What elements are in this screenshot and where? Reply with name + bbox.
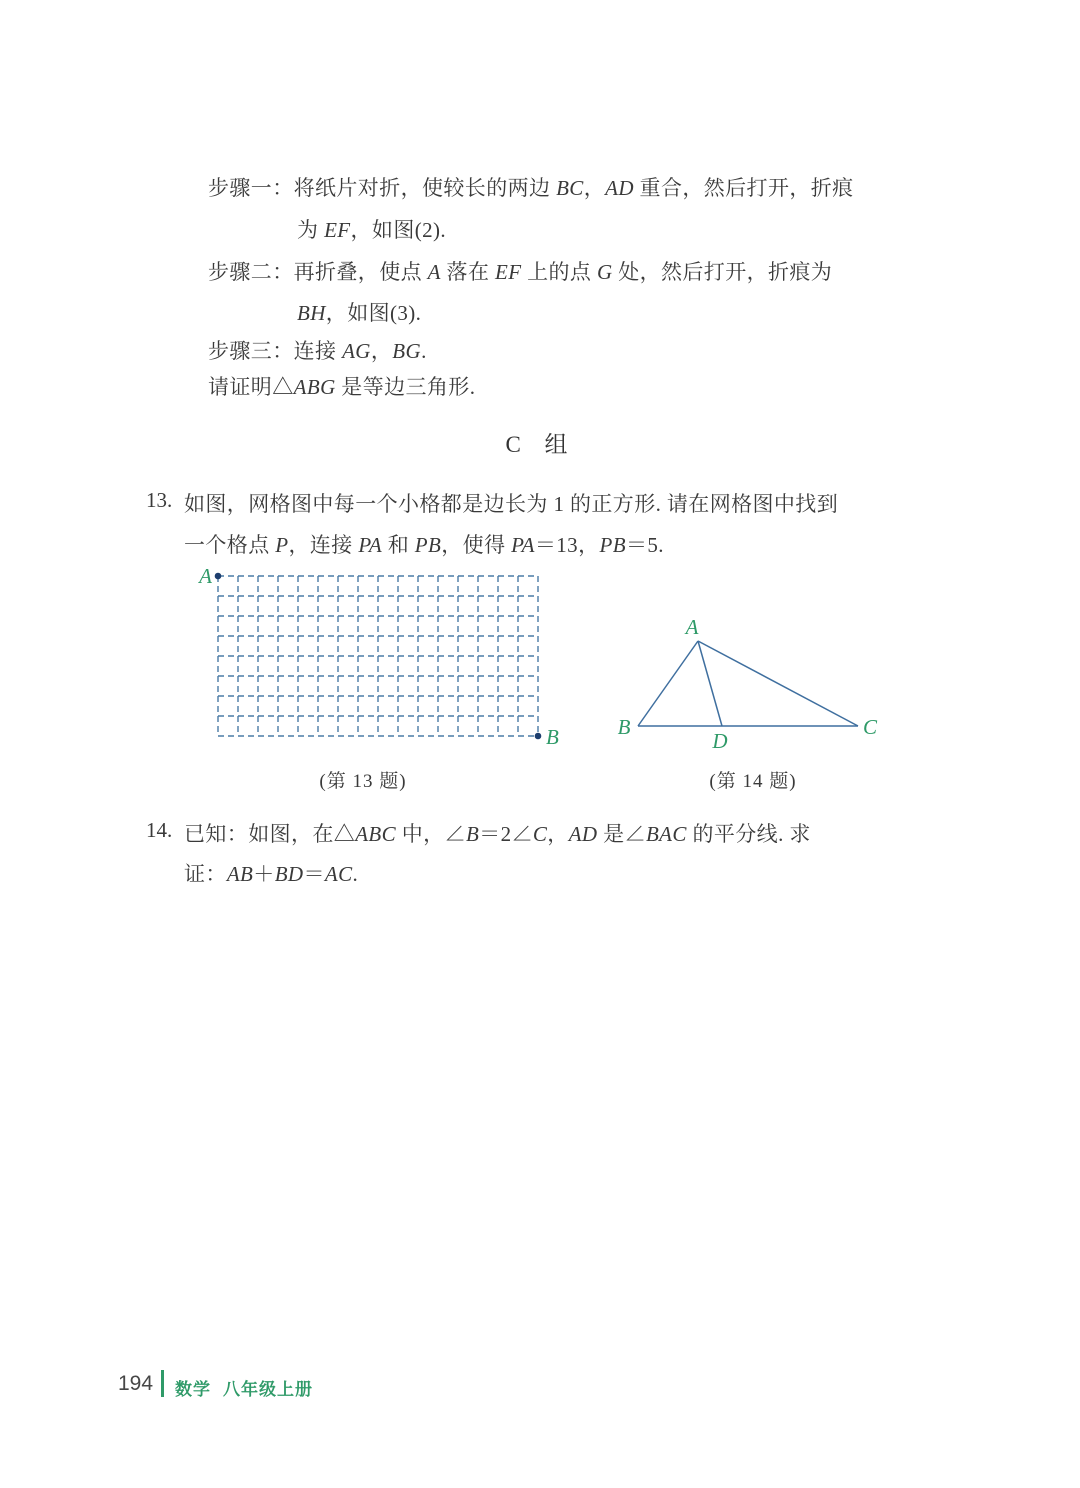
text-run: 落在 <box>440 260 495 284</box>
point-a-label: A <box>199 564 212 588</box>
text-run: 处，然后打开，折痕为 <box>612 260 833 284</box>
text-run: . <box>352 862 359 886</box>
text-run: 已知：如图，在△ <box>184 822 356 846</box>
problem-13-line-1 <box>184 488 838 518</box>
triangle-edge-ba <box>638 641 698 726</box>
step-1-line-1 <box>208 172 854 202</box>
problem-14-line-2 <box>184 858 358 888</box>
page-footer <box>0 1368 1080 1404</box>
text-run: 的平分线. 求 <box>686 822 811 846</box>
step-1-line-2 <box>297 214 446 244</box>
text-run: ＝13， <box>534 533 600 557</box>
point-a-dot <box>215 573 222 580</box>
vertex-a-label: A <box>685 615 699 639</box>
text-run: ＝5. <box>625 533 664 557</box>
footer-divider <box>161 1370 164 1397</box>
text-run: 请证明△ <box>208 375 294 399</box>
math-variable: BAC <box>645 822 687 846</box>
section-header-group-c: C 组 <box>505 432 569 457</box>
text-run: . <box>421 339 427 363</box>
text-run: 如图，网格图中每一个小格都是边长为 1 的正方形. 请在网格图中找到 <box>184 492 839 516</box>
math-variable: P <box>275 533 289 557</box>
text-run: ， <box>583 176 606 200</box>
step-3-line <box>208 335 427 365</box>
text-run: ， <box>370 339 393 363</box>
figure-13-caption: (第 13 题) <box>319 771 407 792</box>
text-run: ＝2∠ <box>479 822 533 846</box>
text-run: 重合，然后打开，折痕 <box>633 176 854 200</box>
text-run: 一个格点 <box>184 533 276 557</box>
math-variable: AC <box>324 862 353 886</box>
prove-statement-line <box>208 371 475 401</box>
text-run: 上的点 <box>521 260 597 284</box>
point-b-dot <box>535 733 542 740</box>
vertex-d-label: D <box>712 729 728 753</box>
text-run: ＋ <box>253 862 275 886</box>
text-run: ＝ <box>303 862 325 886</box>
math-variable: A <box>427 260 441 284</box>
step-2-line-1 <box>208 256 832 286</box>
math-variable: BC <box>556 176 584 200</box>
text-run: 中，∠ <box>396 822 466 846</box>
text-run: 是等边三角形. <box>335 375 476 399</box>
figure-14-caption: (第 14 题) <box>709 771 797 792</box>
math-variable: EF <box>495 260 522 284</box>
text-run: 步骤二：再折叠，使点 <box>208 260 428 284</box>
problem-14-line-1 <box>184 818 811 848</box>
point-b-label: B <box>546 725 559 749</box>
text-run: ，如图(3). <box>325 301 422 325</box>
text-run: 为 <box>297 218 325 242</box>
text-run: 步骤一：将纸片对折，使较长的两边 <box>208 176 557 200</box>
math-variable: PA <box>358 533 383 557</box>
math-variable: PB <box>414 533 442 557</box>
vertex-c-label: C <box>862 715 878 739</box>
step-2-line-2 <box>297 297 421 327</box>
text-run: ， <box>547 822 569 846</box>
math-variable: C <box>532 822 548 846</box>
triangle-figure <box>600 600 900 770</box>
problem-14-number: 14. <box>146 818 173 842</box>
page-number: 194 <box>118 1372 154 1395</box>
grid-figure <box>180 550 580 762</box>
math-variable: G <box>596 260 613 284</box>
footer-volume: 八年级上册 <box>223 1380 313 1399</box>
vertex-b-label: B <box>617 715 631 739</box>
math-variable: EF <box>324 218 351 242</box>
problem-13-number: 13. <box>146 488 173 512</box>
math-variable: B <box>465 822 480 846</box>
math-variable: ABG <box>293 375 336 399</box>
text-run: 步骤三：连接 <box>208 339 343 363</box>
math-variable: AB <box>226 862 254 886</box>
math-variable: PA <box>511 533 535 557</box>
text-run: 证： <box>184 862 227 886</box>
math-variable: ABC <box>355 822 397 846</box>
text-run: 是∠ <box>597 822 646 846</box>
math-variable: AD <box>568 822 598 846</box>
footer-subject: 数学 <box>175 1380 211 1399</box>
math-variable: BD <box>274 862 304 886</box>
math-variable: AD <box>605 176 634 200</box>
triangle-edge-ac <box>698 641 858 726</box>
text-run: 和 <box>382 533 415 557</box>
triangle-edge-ad <box>698 641 722 726</box>
text-run: ，如图(2). <box>350 218 447 242</box>
math-variable: AG <box>342 339 371 363</box>
text-run: ，连接 <box>288 533 359 557</box>
text-run: ，使得 <box>441 533 512 557</box>
math-variable: PB <box>599 533 626 557</box>
math-variable: BH <box>297 301 326 325</box>
math-variable: BG <box>392 339 422 363</box>
